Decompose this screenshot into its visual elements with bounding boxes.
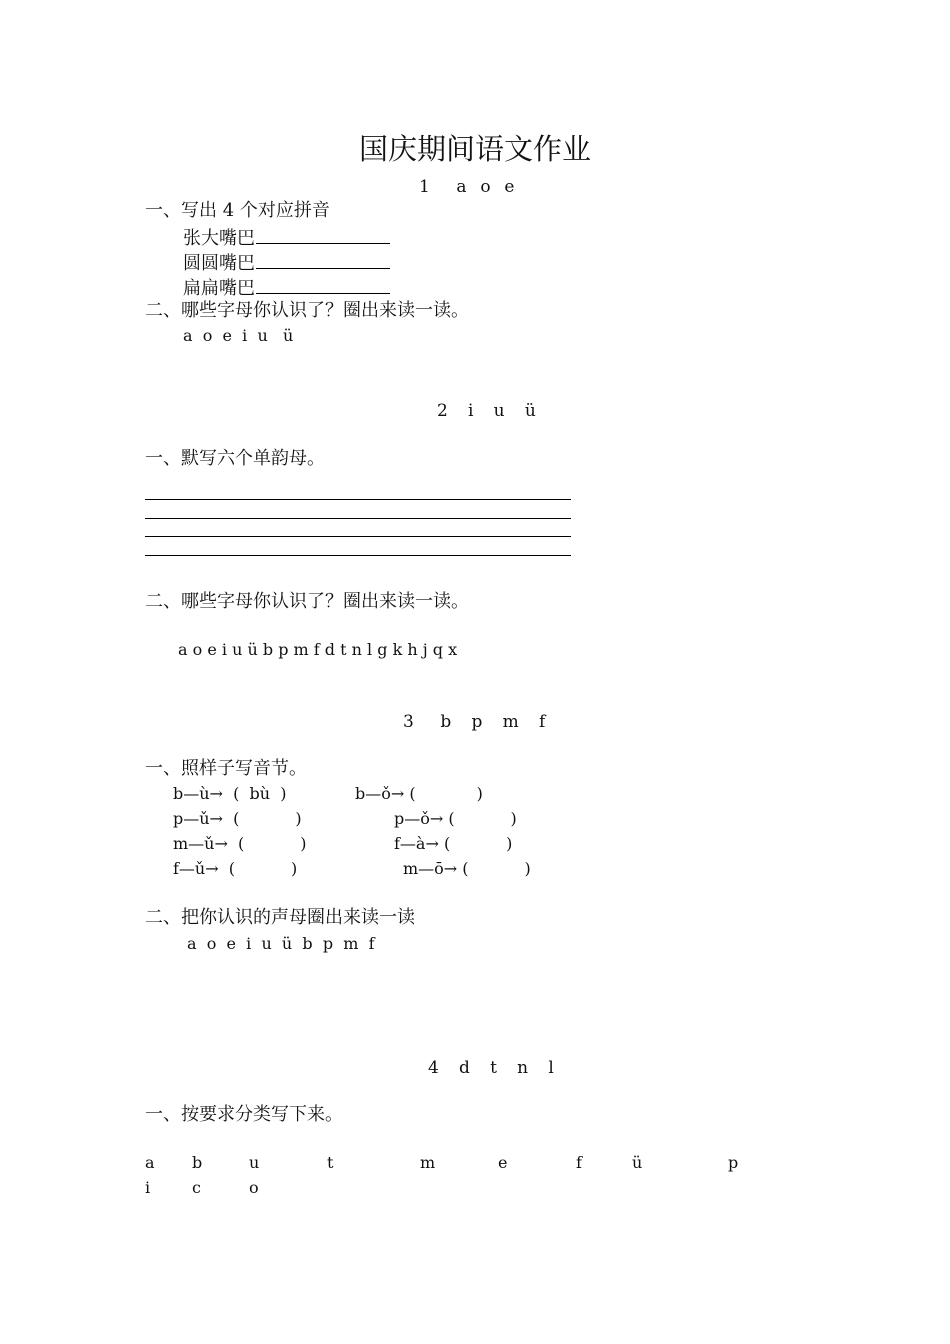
page-title: 国庆期间语文作业	[358, 132, 591, 166]
letter: f	[576, 1153, 582, 1172]
letter: a	[145, 1153, 155, 1172]
letter: m	[420, 1153, 436, 1172]
lesson3-letters: a o e i u ü b p m f	[187, 934, 375, 953]
lesson4-question1: 一、按要求分类写下来。	[145, 1104, 343, 1125]
lesson1-item	[183, 277, 390, 298]
writing-line[interactable]	[145, 555, 571, 556]
letter: b	[192, 1153, 203, 1172]
syllable-exercise[interactable]: b—ǒ→ ( )	[355, 784, 483, 803]
letter: o	[249, 1178, 259, 1197]
letter: ü	[632, 1153, 643, 1172]
lesson1-item	[183, 252, 390, 273]
writing-line[interactable]	[145, 518, 571, 519]
letter: t	[327, 1153, 334, 1172]
lesson1-question1: 一、写出 4 个对应拼音	[145, 200, 330, 221]
lesson2-question2: 二、哪些字母你认识了？圈出来读一读。	[145, 591, 469, 612]
lesson3-question2: 二、把你认识的声母圈出来读一读	[145, 907, 415, 928]
writing-line[interactable]	[145, 536, 571, 537]
letter: c	[192, 1178, 201, 1197]
lesson3-heading: 3 b p m f	[403, 712, 547, 732]
answer-blank[interactable]	[256, 227, 390, 244]
item-label: 扁扁嘴巴	[183, 278, 255, 299]
syllable-exercise[interactable]: f—à→ ( )	[394, 834, 513, 853]
writing-line[interactable]	[145, 499, 571, 500]
syllable-exercise[interactable]: p—ǒ→ ( )	[394, 809, 517, 828]
lesson3-question1: 一、照样子写音节。	[145, 758, 307, 779]
letter: u	[249, 1153, 260, 1172]
lesson1-heading: 1 a o e	[419, 177, 516, 197]
item-label: 圆圆嘴巴	[183, 253, 255, 274]
letter: p	[728, 1153, 739, 1172]
lesson2-letters: a o e i u ü b p m f d t n l g k h j q x	[178, 640, 458, 659]
syllable-exercise[interactable]: m—ǔ→ ( )	[173, 834, 307, 853]
lesson1-item	[183, 227, 390, 248]
letter: i	[145, 1178, 151, 1197]
item-label: 张大嘴巴	[183, 228, 255, 249]
lesson2-question1: 一、默写六个单韵母。	[145, 448, 325, 469]
lesson1-letters: a o e i u ü	[183, 326, 294, 345]
syllable-exercise[interactable]: m—ō→ ( )	[403, 859, 531, 878]
lesson1-question2: 二、哪些字母你认识了？圈出来读一读。	[145, 300, 469, 321]
syllable-exercise[interactable]: f—ǔ→ ( )	[173, 859, 298, 878]
answer-blank[interactable]	[256, 277, 390, 294]
lesson2-heading: 2 i u ü	[437, 401, 537, 421]
syllable-exercise[interactable]: p—ǔ→ ( )	[173, 809, 302, 828]
answer-blank[interactable]	[256, 252, 390, 269]
lesson4-heading: 4 d t n l	[428, 1058, 555, 1078]
syllable-example: b—ù→ ( bù )	[173, 784, 287, 803]
letter: e	[498, 1153, 508, 1172]
